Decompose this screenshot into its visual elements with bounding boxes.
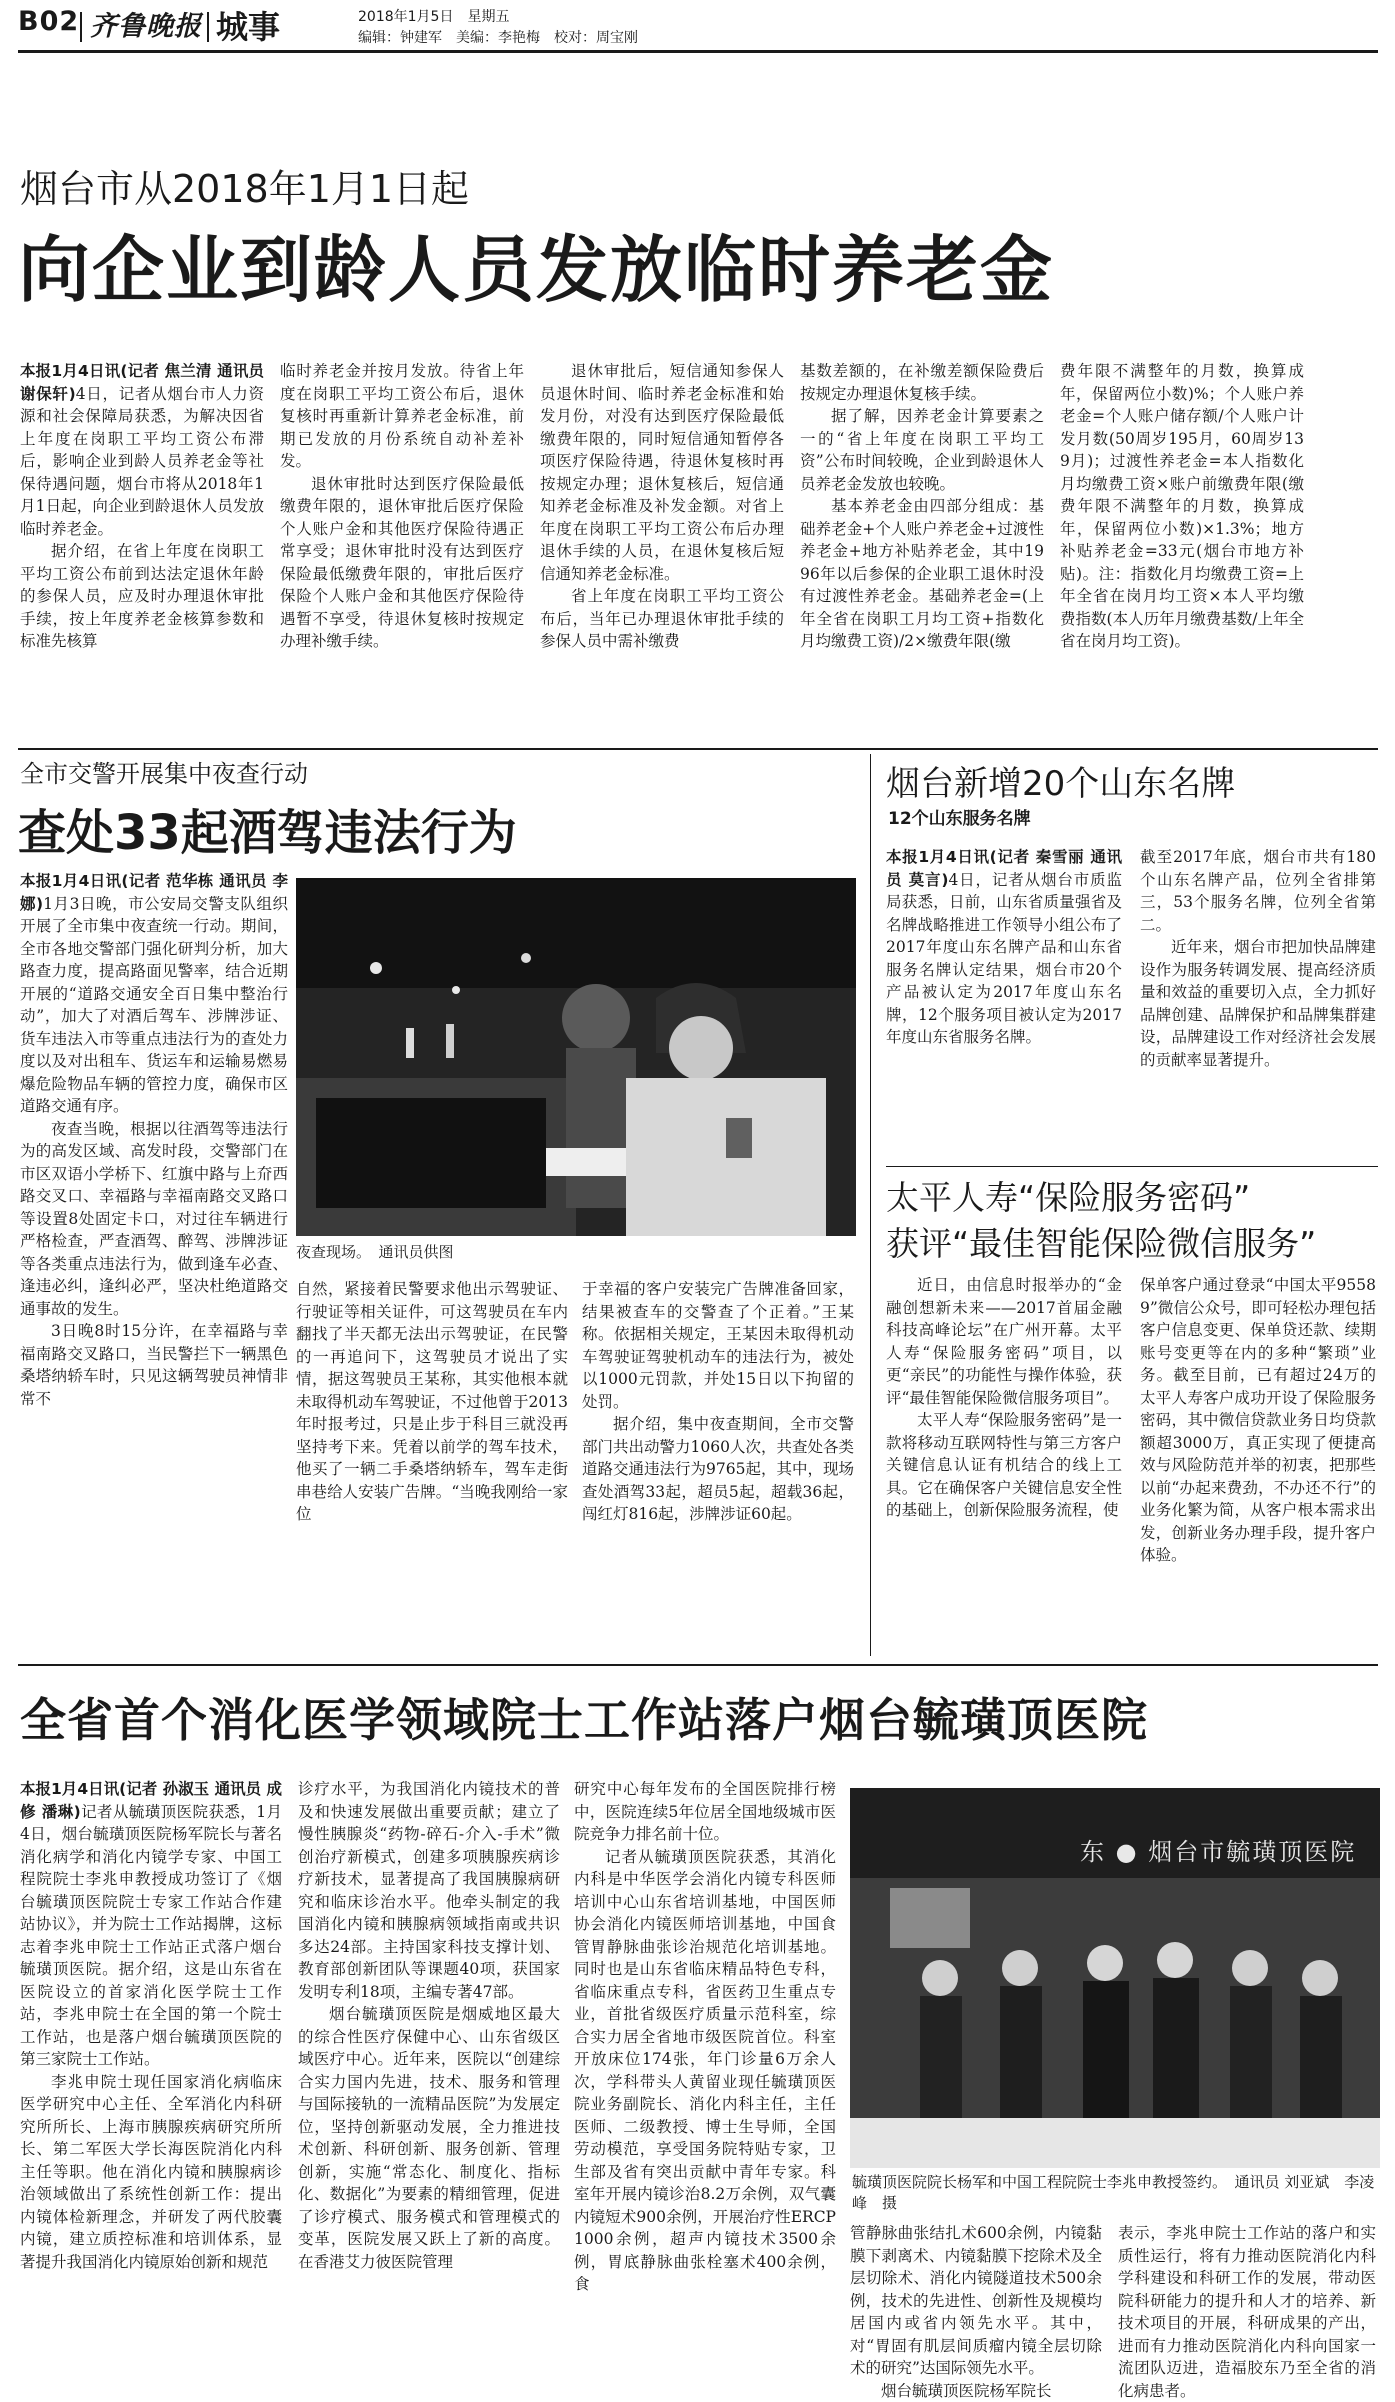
article3-col1: 本报1月4日讯(记者 秦雪丽 通讯员 莫言)4日，记者从烟台市质监局获悉，日前，山东省质量强省及名牌战略推进工作领导小组公布了2017年度山东名牌产品和山东省服务名牌认定结果，烟台市20个产品被认定为2017年度山东名牌，12个服务项目被认定为2017年度山东省服务名牌。 (886, 848, 1122, 1046)
article2-kicker: 全市交警开展集中夜查行动 (20, 760, 308, 788)
issue-date: 2018年1月5日 星期五 (358, 9, 510, 25)
article1-col4: 基数差额的，在补缴差额保险费后按规定办理退休复核手续。 据了解，因养老金计算要素之一的“省上年度在岗职工平均工资”公布时间较晚，企业到龄退休人员养老金发放也较晚。 基本养老金由四部分组成：基础养老金+个人账户养老金+过渡性养老金+地方补贴养老金，其中1996年以后参保的企业职工退休时没有过渡性养老金。基础养老金=(上年全省在岗职工月均工资+指数化月均缴费工资)/2×缴费年限(缴 (800, 362, 1044, 650)
article1-byline: 本报1月4日讯(记者 焦兰清 通讯员 谢保轩) (20, 362, 264, 403)
article5-col1: 本报1月4日讯(记者 孙淑玉 通讯员 成修 潘琳)记者从毓璜顶医院获悉，1月4日，烟台毓璜顶医院杨军院长与著名消化病学和消化内镜学专家、中国工程院院士李兆申教授成功签订了《烟台毓璜顶医院院士专家工作站合作建站协议》，并为院士工作站揭牌，这标志着李兆申院士工作站正式落户烟台毓璜顶医院。据介绍，这是山东省在医院设立的首家消化医学院士工作站，李兆申院士在全国的第一个院士工作站，也是落户烟台毓璜顶医院的第三家院士工作站。 李兆申院士现任国家消化病临床医学研究中心主任、全军消化内科研究所所长、上海市胰腺疾病研究所所长、第二军医大学长海医院消化内科主任等职。他在消化内镜和胰腺病诊治领域做出了系统性创新工作：提出内镜体检新理念，并研发了两代胶囊内镜，建立质控标准和培训体系，显著提升我国消化内镜原始创新和规范 (20, 1780, 282, 2271)
article4-headline-line1: 太平人寿“保险服务密码” (886, 1178, 1251, 1217)
section-divider (886, 1166, 1378, 1167)
article4-headline-line2: 获评“最佳智能保险微信服务” (886, 1224, 1317, 1263)
article3-subhead: 12个山东服务名牌 (888, 809, 1031, 829)
article1-col2: 临时养老金并按月发放。待省上年度在岗职工平均工资公布后，退休复核时再重新计算养老金标准，前期已发放的月份系统自动补差补发。 退休审批时达到医疗保险最低缴费年限的，退休审批后医疗保险个人账户金和其他医疗保险待遇正常享受；退休审批时没有达到医疗保险最低缴费年限的，审批后医疗保险个人账户金和其他医疗保险待遇暂不享受，待退休复核时按规定办理补缴手续。 (280, 362, 524, 650)
article1-col5: 费年限不满整年的月数，换算成年，保留两位小数)%；个人账户养老金=个人账户储存额/个人账户计发月数(50周岁195月，60周岁139月)；过渡性养老金=本人指数化月均缴费工资×账户前缴费年限(缴费年限不满整年的月数，换算成年，保留两位小数)×1.3%；地方补贴养老金=33元(烟台市地方补贴)。注：指数化月均缴费工资=上年全省在岗月均工资×本人平均缴费指数(本人历年月缴费基数/上年全省在岗月均工资)。 (1060, 362, 1304, 650)
section-title: 城事 (216, 8, 281, 46)
night-check-photo (296, 878, 856, 1236)
masthead-logo: 齐鲁晚报 (90, 11, 202, 42)
article1-kicker: 烟台市从2018年1月1日起 (20, 167, 470, 211)
article1-headline: 向企业到龄人员发放临时养老金 (18, 228, 1055, 312)
header-divider (80, 12, 82, 42)
article3-byline: 本报1月4日讯(记者 秦雪丽 通讯员 莫言) (886, 848, 1122, 889)
header-divider (207, 12, 209, 42)
article5-photo-caption: 毓璜顶医院院长杨军和中国工程院院士李兆申教授签约。 通讯员 刘亚斌 李凌峰 摄 (852, 2173, 1375, 2212)
article2-headline: 查处33起酒驾违法行为 (18, 805, 517, 861)
signing-ceremony-photo (850, 1788, 1380, 2168)
article3-headline: 烟台新增20个山东名牌 (886, 764, 1236, 804)
article5-col2: 诊疗水平，为我国消化内镜技术的普及和快速发展做出重要贡献；建立了慢性胰腺炎“药物-碎石-介入-手术”微创治疗新模式，创建多项胰腺疾病诊疗新技术，显著提高了我国胰腺病研究和临床诊治水平。他牵头制定的我国消化内镜和胰腺病领域指南或共识多达24部。主持国家科技支撑计划、教育部创新团队等课题40项，获国家发明专利18项，主编专著47部。 烟台毓璜顶医院是烟威地区最大的综合性医疗保健中心、山东省级区域医疗中心。近年来，医院以“创建综合实力国内先进，技术、服务和管理与国际接轨的一流精品医院”为发展定位，坚持创新驱动发展，全力推进技术创新、科研创新、服务创新、管理创新，实施“常态化、制度化、指标化、数据化”为要素的精细管理，促进了诊疗模式、服务模式和管理模式的变革，医院发展又跃上了新的高度。在香港艾力彼医院管理 (298, 1780, 560, 2271)
article3-col2: 截至2017年底，烟台市共有180个山东名牌产品，位列全省排第三，53个服务名牌，位列全省第二。 近年来，烟台市把加快品牌建设作为服务转调发展、提高经济质量和效益的重要切入点，全力抓好品牌创建、品牌保护和品牌集群建设，品牌建设工作对经济社会发展的贡献率显著提升。 (1140, 848, 1376, 1069)
header-rule (18, 50, 1378, 53)
article1-col3: 退休审批后，短信通知参保人员退休时间、临时养老金标准和始发月份，对没有达到医疗保险最低缴费年限的，同时短信通知暂停各项医疗保险待遇，待退休复核时再按规定办理；退休复核后，短信通知养老金标准及补发金额。对省上年度在岗职工平均工资公布后办理退休手续的人员，在退休复核后短信通知养老金标准。 省上年度在岗职工平均工资公布后，当年已办理退休审批手续的参保人员中需补缴费 (540, 362, 784, 650)
article1-col1: 本报1月4日讯(记者 焦兰清 通讯员 谢保轩)4日，记者从烟台市人力资源和社会保障局获悉，为解决因省上年度在岗职工平均工资公布滞后，影响企业到龄人员养老金等社保待遇问题，烟台市将从2018年1月1日起，向企业到龄退休人员发放临时养老金。 据介绍，在省上年度在岗职工平均工资公布前到达法定退休年龄的参保人员，应及时办理退休审批手续，按上年度养老金核算参数和标准先核算 (20, 362, 264, 650)
section-divider (18, 1664, 1378, 1666)
article2-byline: 本报1月4日讯(记者 范华栋 通讯员 李娜) (20, 872, 288, 913)
column-divider (870, 754, 871, 1656)
article5-byline: 本报1月4日讯(记者 孙淑玉 通讯员 成修 潘琳) (20, 1780, 282, 1821)
article5-headline: 全省首个消化医学领域院士工作站落户烟台毓璜顶医院 (20, 1693, 1148, 1747)
article4-col2: 保单客户通过登录“中国太平95589”微信公众号，即可轻松办理包括客户信息变更、保单贷还款、续期账号变更等在内的多种“繁琐”业务。截至目前，已有超过24万的太平人寿客户成功开设了保险服务密码，其中微信贷款业务日均贷款额超3000万，真正实现了便捷高效与风险防范并举的初衷，把那些以前“办起来费劲，不办还不行”的业务化繁为简，从客户根本需求出发，创新业务办理手段，提升客户体验。 (1140, 1276, 1376, 1564)
article2-col3: 于幸福的客户安装完广告牌准备回家，结果被查车的交警查了个正着。”王某称。依据相关规定，王某因未取得机动车驾驶证驾驶机动车的违法行为，被处以1000元罚款，并处15日以下拘留的处罚。 据介绍，集中夜查期间，全市交警部门共出动警力1060人次，共查处各类道路交通违法行为9765起，其中，现场查处酒驾33起，超员5起，超载36起，闯红灯816起，涉牌涉证60起。 (582, 1280, 854, 1523)
article2-col1: 本报1月4日讯(记者 范华栋 通讯员 李娜)1月3日晚，市公安局交警支队组织开展了全市集中夜查统一行动。期间，全市各地交警部门强化研判分析，加大路查力度，提高路面见警率，结合近期开展的“道路交通安全百日集中整治行动”，加大了对酒后驾车、涉牌涉证、货车违法入市等重点违法行为的查处力度以及对出租车、货运车和运输易燃易爆危险物品车辆的管控力度，确保市区道路交通有序。 夜查当晚，根据以往酒驾等违法行为的高发区域、高发时段，交警部门在市区双语小学桥下、红旗中路与上夼西路交叉口、幸福路与幸福南路交叉路口等设置8处固定卡口，对过往车辆进行严格检查，严查酒驾、醉驾、涉牌涉证等各类重点违法行为，做到逢车必查、逢违必纠，逢纠必严，坚决杜绝道路交通事故的发生。 3日晚8时15分许，在幸福路与幸福南路交叉路口，当民警拦下一辆黑色桑塔纳轿车时，只见这辆驾驶员神情非常不 (20, 872, 288, 1408)
article2-photo-caption: 夜查现场。 通讯员供图 (296, 1243, 454, 1261)
photo-banner-text: 东 ● 烟台市毓璜顶医院 (1080, 1838, 1357, 1866)
article4-col1: 近日，由信息时报举办的“金融创想新未来——2017首届金融科技高峰论坛”在广州开幕。太平人寿“保险服务密码”项目，以更“亲民”的功能性与操作体验，获评“最佳智能保险微信服务项目”。 太平人寿“保险服务密码”是一款将移动互联网特性与第三方客户关键信息认证有机结合的线上工具。它在确保客户关键信息安全性的基础上，创新保险服务流程，使 (886, 1276, 1122, 1519)
article5-col3: 研究中心每年发布的全国医院排行榜中，医院连续5年位居全国地级城市医院竞争力排名前十位。 记者从毓璜顶医院获悉，其消化内科是中华医学会消化内镜专科医师培训中心山东省培训基地，中国医师协会消化内镜医师培训基地，中国食管胃静脉曲张诊治规范化培训基地。同时也是山东省临床精品特色专科，省临床重点专科，省医药卫生重点专业，首批省级医疗质量示范科室，综合实力居全省地市级医院首位。科室开放床位174张，年门诊量6万余人次，学科带头人黄留业现任毓璜顶医院业务副院长、消化内科主任，主任医师、二级教授、博士生导师，全国劳动模范，享受国务院特贴专家，卫生部及省有突出贡献中青年专家。科室年开展内镜诊治8.2万余例，双气囊内镜短术900余例，开展治疗性ERCP1000余例，超声内镜技术3500余例，胃底静脉曲张栓塞术400余例，食 (574, 1780, 836, 2293)
article2-col2: 自然，紧接着民警要求他出示驾驶证、行驶证等相关证件，可这驾驶员在车内翻找了半天都无法出示驾驶证，在民警的一再追问下，这驾驶员才说出了实情，据这驾驶员王某称，其实他根本就未取得机动车驾驶证，不过他曾于2013年时报考过，只是止步于科目三就没再坚持考下来。凭着以前学的驾车技术，他买了一辆二手桑塔纳轿车，驾车走街串巷给人安装广告牌。“当晚我刚给一家位 (296, 1280, 568, 1523)
article5-col4: 管静脉曲张结扎术600余例，内镜黏膜下剥离术、内镜黏膜下挖除术及全层切除术、消化内镜隧道技术500余例，技术的先进性、创新性及规模均居国内或省内领先水平。其中，对“胃固有肌层间质瘤内镜全层切除术的研究”达国际领先水平。 烟台毓璜顶医院杨军院长 (850, 2224, 1102, 2400)
section-divider (18, 748, 1378, 750)
page-code: B02 (18, 6, 80, 37)
editor-credits: 编辑：钟建军 美编：李艳梅 校对：周宝刚 (358, 30, 638, 46)
article5-col5: 表示，李兆申院士工作站的落户和实质性运行，将有力推动医院消化内科学科建设和科研工作的发展，带动医院科研能力的提升和人才的培养、新技术项目的开展，科研成果的产出，进而有力推动医院消化内科向国家一流团队迈进，造福胶东乃至全省的消化病患者。 (1118, 2224, 1376, 2400)
